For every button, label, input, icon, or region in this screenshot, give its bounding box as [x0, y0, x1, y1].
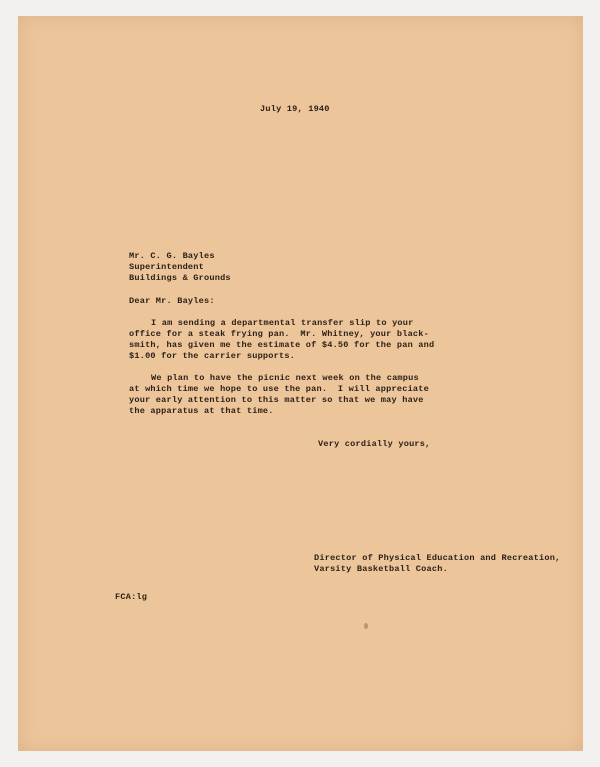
complimentary-closing: Very cordially yours, [318, 439, 431, 449]
recipient-name: Mr. C. G. Bayles [129, 251, 215, 261]
recipient-title: Superintendent [129, 262, 204, 272]
paragraph-2-line: at which time we hope to use the pan. I will appreciate [129, 384, 429, 394]
recipient-department: Buildings & Grounds [129, 273, 231, 283]
reference-initials: FCA:lg [115, 592, 148, 602]
paragraph-1-line: smith, has given me the estimate of $4.50 for the pan and [129, 340, 435, 350]
signature-title-line-2: Varsity Basketball Coach. [314, 564, 448, 574]
letter-date: July 19, 1940 [260, 104, 330, 114]
paragraph-2-line: the apparatus at that time. [129, 406, 274, 416]
paragraph-1-line: I am sending a departmental transfer slip to your [151, 318, 414, 328]
paragraph-1-line: office for a steak frying pan. Mr. Whitney, your black- [129, 329, 429, 339]
paragraph-2-line: your early attention to this matter so that we may have [129, 395, 424, 405]
letter-page [18, 16, 583, 751]
signature-title-line-1: Director of Physical Education and Recreation, [314, 553, 561, 563]
paragraph-1-line: $1.00 for the carrier supports. [129, 351, 296, 361]
paragraph-2-line: We plan to have the picnic next week on the campus [151, 373, 419, 383]
salutation: Dear Mr. Bayles: [129, 296, 215, 306]
paper-stain [364, 623, 368, 629]
